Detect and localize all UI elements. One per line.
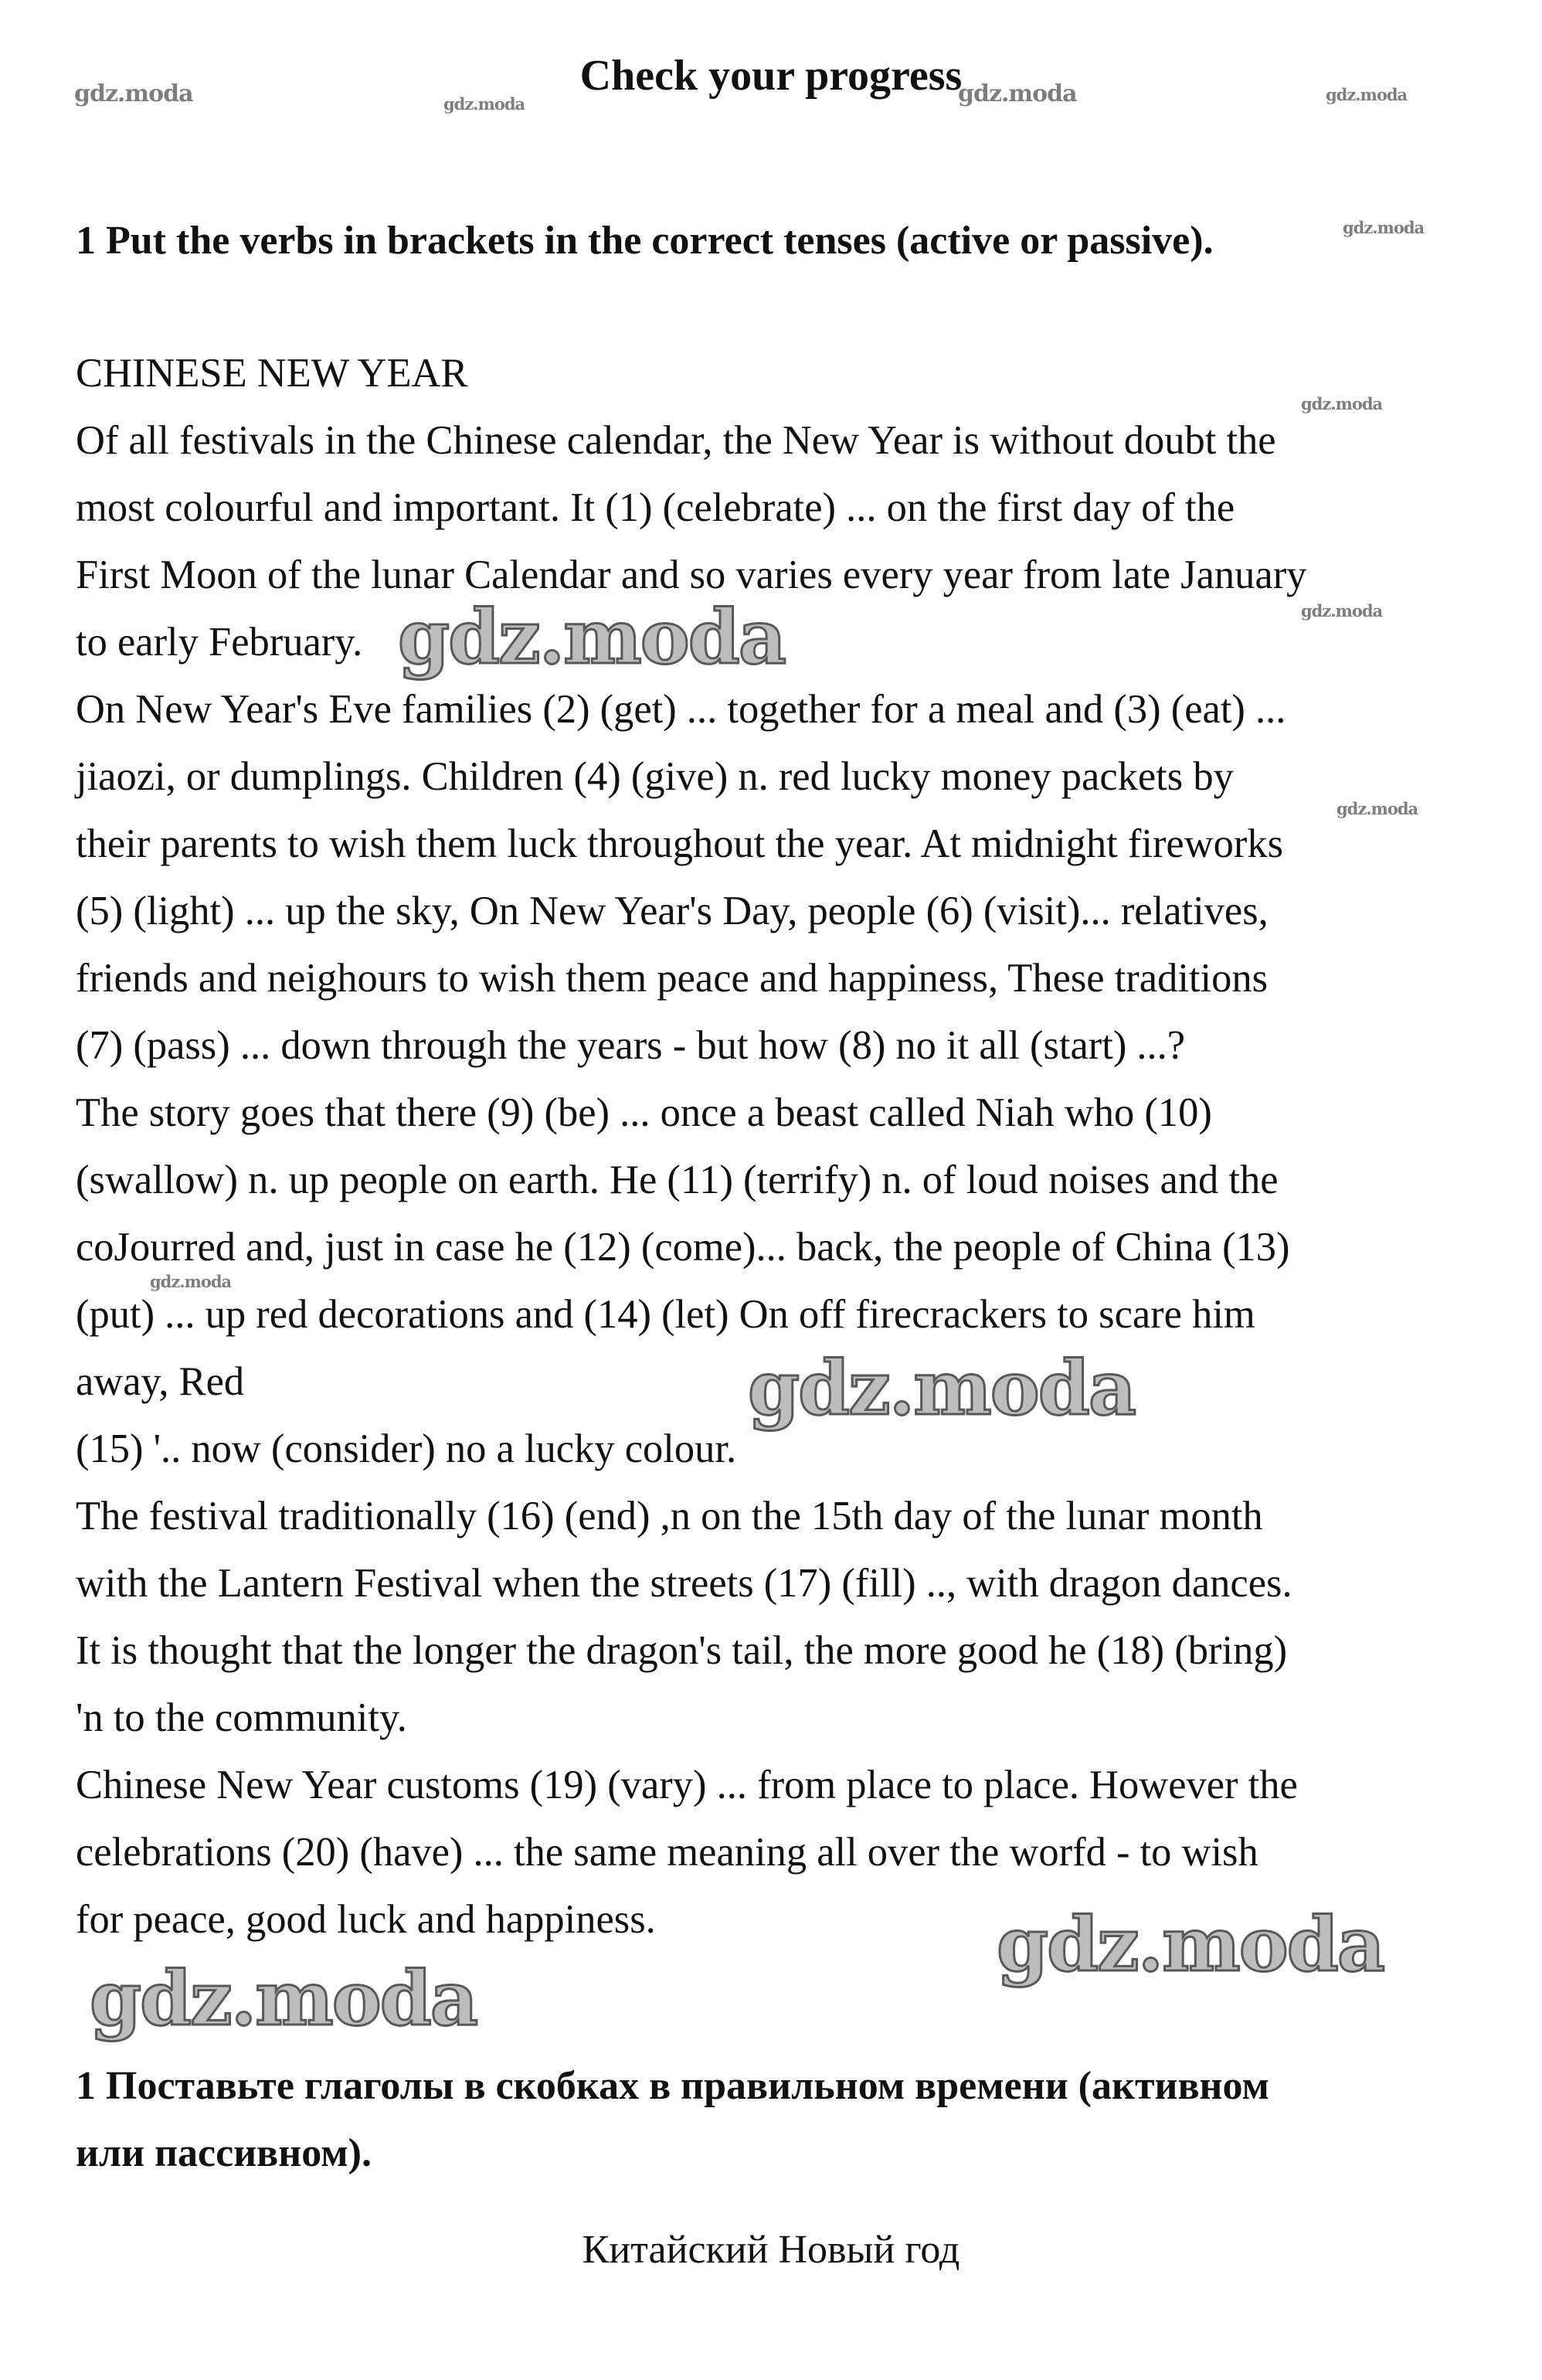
story-line: celebrations (20) (have) ... the same meaning all over the worfd - to wish [76, 1830, 1258, 1875]
story-line: to early February. [76, 620, 363, 665]
story-line: The story goes that there (9) (be) ... once a beast called Niah who (10) [76, 1090, 1212, 1135]
watermark: gdz.moda [398, 593, 786, 681]
watermark: gdz.moda [1301, 601, 1383, 620]
story-line: The festival traditionally (16) (end) ,n on the 15th day of the lunar month [76, 1494, 1263, 1538]
translation-instruction [76, 2052, 1482, 2187]
task-instruction: 1 Put the verbs in brackets in the correct tenses (active or passive). [76, 219, 1214, 263]
story-heading: CHINESE NEW YEAR [76, 351, 468, 396]
story-line: Of all festivals in the Chinese calendar, the New Year is without doubt the [76, 418, 1276, 463]
story-line: away, Red [76, 1359, 245, 1404]
story-line: friends and neighours to wish them peace and happiness, These traditions [76, 956, 1269, 1001]
watermark: gdz.moda [1301, 394, 1383, 413]
translation-instruction-line: или пассивном). [76, 2131, 372, 2175]
story-line: for peace, good luck and happiness. [76, 1897, 656, 1942]
watermark: gdz.moda [150, 1272, 232, 1291]
watermark: gdz.moda [74, 80, 193, 107]
story-line: On New Year's Eve families (2) (get) ... together for a meal and (3) (eat) ... [76, 687, 1286, 732]
story-text [76, 340, 1482, 1953]
story-line: jiaozi, or dumplings. Children (4) (give) n. red lucky money packets by [76, 754, 1234, 799]
story-line: (put) ... up red decorations and (14) (let) On off firecrackers to scare him [76, 1292, 1255, 1337]
story-line: their parents to wish them luck throughout the year. At midnight fireworks [76, 821, 1284, 866]
story-line: Chinese New Year customs (19) (vary) ... from place to place. However the [76, 1763, 1298, 1807]
story-line: 'n to the community. [76, 1695, 407, 1740]
watermark: gdz.moda [1337, 799, 1418, 818]
translation-title: Китайский Новый год [582, 2228, 960, 2272]
story-line: most colourful and important. It (1) (celebrate) ... on the first day of the [76, 485, 1235, 530]
watermark: gdz.moda [443, 94, 525, 114]
story-line: with the Lantern Festival when the streets (17) (fill) .., with dragon dances. [76, 1561, 1292, 1606]
watermark: gdz.moda [958, 80, 1077, 107]
story-line: (5) (light) ... up the sky, On New Year's Day, people (6) (visit)... relatives, [76, 889, 1269, 933]
watermark: gdz.moda [997, 1901, 1384, 1988]
watermark: gdz.moda [1343, 218, 1425, 237]
story-line: It is thought that the longer the dragon's tail, the more good he (18) (bring) [76, 1628, 1288, 1673]
watermark: gdz.moda [90, 1955, 477, 2042]
watermark: gdz.moda [748, 1345, 1136, 1432]
story-line: (15) '.. now (consider) no a lucky colour. [76, 1426, 737, 1471]
page-title: Check your progress [579, 52, 963, 100]
watermark: gdz.moda [1326, 85, 1408, 104]
story-line: coJourred and, just in case he (12) (come)... back, the people of China (13) [76, 1225, 1290, 1270]
translation-instruction-line: 1 Поставьте глаголы в скобках в правильном времени (активном [76, 2064, 1269, 2108]
story-line: First Moon of the lunar Calendar and so varies every year from late January [76, 552, 1307, 597]
story-line: (7) (pass) ... down through the years - but how (8) no it all (start) ...? [76, 1023, 1186, 1068]
story-line: (swallow) n. up people on earth. He (11) (terrify) n. of loud noises and the [76, 1158, 1279, 1202]
